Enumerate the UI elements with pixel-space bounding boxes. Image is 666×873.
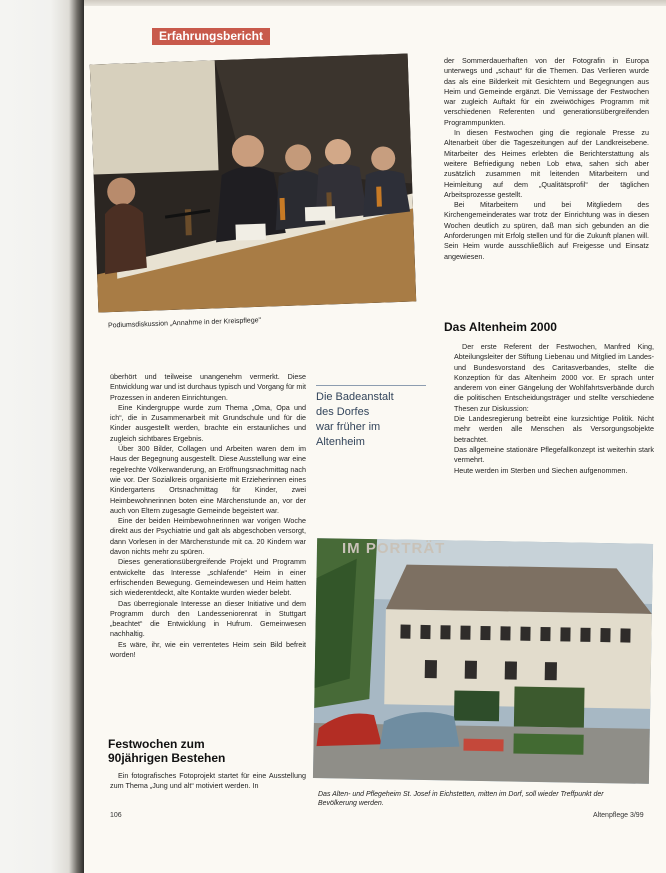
- section-tag: Erfahrungsbericht: [152, 28, 270, 45]
- paragraph: Eine Kindergruppe wurde zum Thema „Oma, Opa und ich“, die in Zusammenarbeit mit Grundschule und für die Kinder ausgestellt werden, brachte ein erstaunliches und zugleich sichtbares Ergebnis.: [110, 402, 306, 443]
- left-column: [110, 372, 306, 660]
- paragraph: Eine der beiden Heimbewohnerinnen war vorigen Woche direkt aus der Psychiatrie und galt als abgeschoben versorgt, dann Vorlesen in der Märchenstunde mit ca. 20 Kindern war davon nichts mehr zu spüren.: [110, 516, 306, 557]
- scan-binding-edge: [0, 0, 84, 873]
- right-column-top: [444, 56, 649, 262]
- nursing-home-illustration: [313, 538, 653, 784]
- photo2-caption: Das Alten- und Pflegeheim St. Josef in Eichstetten, mitten im Dorf, soll wieder Treffpunkt der Bevölkerung werden.: [318, 791, 604, 807]
- heading-festwochen: [108, 737, 225, 765]
- paragraph: Über 300 Bilder, Collagen und Arbeiten waren dem im Haus der Begegnung ausgestellt. Diese Ausstellung war eine regelrechte Völkerwanderung, an Eröffnungsnachmittag nach wie vor. Der Sozialkreis organisierte mit Erzieherinnen eines Kindergartens Ortsnachmittag für Kinder, zwei Heimbewohnerinnen boten eine Märchenstunde an, vor der auch von Eltern zugesagte Gemeinde begeistert war.: [110, 444, 306, 515]
- pull-quote-line: Altenheim: [316, 436, 365, 448]
- pull-quote: [316, 385, 426, 466]
- photo-banner: IM PORTRÄT: [342, 540, 446, 557]
- photo1-caption: Podiumsdiskussion „Annahme in der Kreispflege": [107, 317, 262, 330]
- panel-discussion-photo: [90, 54, 416, 313]
- pull-quote-line: Die Badeanstalt: [316, 391, 394, 403]
- pull-quote-line: war früher im: [316, 421, 381, 433]
- paragraph: In diesen Festwochen ging die regionale Presse zu Altenarbeit über die Tageszeitungen auf der Landkreisebene. Mitarbeiter des Heimes erlebten die Berichterstattung als weitere Befriedigung neben Lob etwa, sahen sich aber zusätzlich zusammen mit leitenden Mitarbeitern und Heimleitung auf dem „Qualitätsprofil“ der täglichen Arbeitsprozesse gestellt.: [444, 128, 649, 199]
- magazine-footer: Altenpflege 3/99: [593, 812, 644, 819]
- paragraph: der Sommerdauerhaften von der Fotografin in Europa unterwegs und „schaut“ für die Themen. Das Verlieren wurde das als eine Bilderkeit mit Gesichtern und Begegnungen aus Heim und Gemeinde ergänzt. Die Vernissage der Festwochen war zugleich Auftakt für ein zweiwöchiges Programm mit verschiedenen Referenten und generationsübergreifenden Programmpunkten.: [444, 56, 649, 127]
- paragraph: Dieses generationsübergreifende Projekt und Programm entwickelte das Interesse „schlafende“ Heim in einer erfrischenden Bewegung. Gemeindewesen und Heim hatten sich wiederentdeckt, alte Kontakte wurden wieder belebt.: [110, 557, 306, 598]
- paragraph: Der erste Referent der Festwochen, Manfred King, Abteilungsleiter der Stiftung Liebenau und Mitglied im Landes- und Bundesvorstand des Caritasverbandes, stellte die Konzeption für das Altenheim 2000 vor. Er sprach unter anderem von einer Gängelung der Wohlfahrtsverbände durch die politischen Entscheidungsträger und stellte verschiedene Thesen zur Diskussion:: [454, 342, 654, 413]
- pull-quote-line: des Dorfes: [316, 406, 370, 418]
- paragraph: Es wäre, ihr, wie ein verrentetes Heim sein Bild befreit worden!: [110, 639, 306, 660]
- paragraph: Das allgemeine stationäre Pflegefallkonzept ist weiterhin stark vermehrt.: [454, 444, 654, 465]
- paragraph: Bei Mitarbeitern und bei Mitgliedern des Kirchengemeinderates war trotz der Einrichtung was in diesen Wochen deutlich zu spüren, daß man sich gebunden an die Anforderungen mit Erfolg stellen und für die Zukunft planen will. Sein Heim wurde ausschließlich auf Freigesse und Einsatz angewiesen.: [444, 200, 649, 261]
- altenheim-2000-body: [454, 342, 654, 476]
- paragraph: Das überregionale Interesse an dieser Initiative und dem Programm durch den Landesseniorenrat in Stuttgart „beachtet“ die Entwicklung in Hufrum. Gemeinwesen nachhaltig.: [110, 598, 306, 639]
- paragraph: Heute werden im Sterben und Siechen aufgenommen.: [454, 465, 628, 475]
- heading-altenheim-2000: Das Altenheim 2000: [444, 320, 557, 334]
- nursing-home-photo: [313, 538, 653, 784]
- heading-line: Festwochen zum: [108, 737, 205, 751]
- paragraph: Die Landesregierung betreibt eine kurzsichtige Politik. Nicht mehr werden alle Menschen als Versorgungsobjekte betrachtet.: [454, 414, 654, 444]
- festwochen-body: [110, 771, 306, 792]
- paragraph: überhört und teilweise unangenehm vermerkt. Diese Entwicklung war und ist durchaus typisch und Vorgang für mit Prozessen in anderen Einrichtungen.: [110, 372, 306, 402]
- page-number: 106: [110, 812, 122, 819]
- heading-line: 90jährigen Bestehen: [108, 751, 226, 765]
- panel-discussion-illustration: [90, 54, 416, 313]
- paragraph: Ein fotografisches Fotoprojekt startet für eine Ausstellung zum Thema „Jung und alt“ motiviert werden. In: [110, 771, 306, 791]
